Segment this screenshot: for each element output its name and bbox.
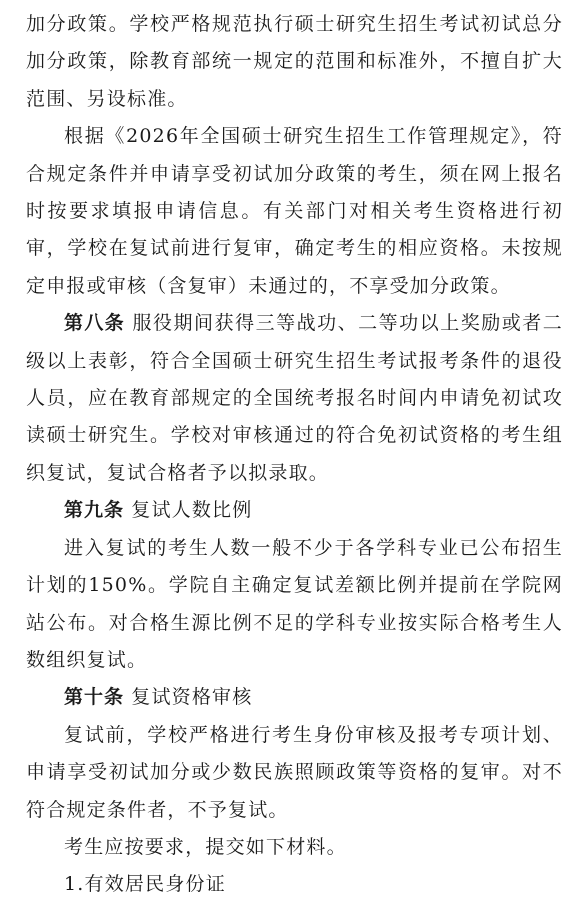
paragraph-retest-review [26, 717, 563, 829]
article-heading: 第九条 [64, 499, 125, 522]
paragraph-text: 考生应按要求，提交如下材料。 [64, 835, 347, 858]
paragraph-retest-ratio [26, 530, 563, 680]
paragraph-submit-materials [26, 829, 563, 866]
paragraph-text: 进入复试的考生人数一般不少于各学科专业已公布招生计划的150%。学院自主确定复试差额比例并提前在学院网站公布。对合格生源比例不足的学科专业按实际合格考生人数组织复试。 [26, 536, 563, 671]
paragraph-bonus-policy [26, 6, 563, 118]
article-heading: 第十条 [64, 686, 125, 709]
paragraph-text: 服役期间获得三等战功、二等功以上奖励或者二级以上表彰，符合全国硕士研究生招生考试报考条件的退役人员，应在教育部规定的全国统考报名时间内申请免初试攻读硕士研究生。学校对审核通过的符合免初试资格的考生组织复试，复试合格者予以拟录取。 [26, 312, 563, 484]
paragraph-text: 复试前，学校严格进行考生身份审核及报考专项计划、申请享受初试加分或少数民族照顾政策等资格的复审。对不符合规定条件者，不予复试。 [26, 723, 563, 821]
paragraph-text: 根据《2026年全国硕士研究生招生工作管理规定》，符合规定条件并申请享受初试加分政策的考生，须在网上报名时按要求填报申请信息。有关部门对相关考生资格进行初审，学校在复试前进行复审，确定考生的相应资格。未按规定申报或审核（含复审）未通过的，不享受加分政策。 [26, 125, 563, 297]
paragraph-text: 加分政策。学校严格规范执行硕士研究生招生考试初试总分加分政策，除教育部统一规定的范围和标准外，不擅自扩大范围、另设标准。 [26, 13, 563, 110]
paragraph-article-9 [26, 492, 563, 529]
paragraph-text: 复试资格审核 [124, 686, 253, 709]
article-heading: 第八条 [64, 312, 125, 335]
list-item-id-card [26, 866, 563, 903]
paragraph-bonus-application [26, 118, 563, 305]
paragraph-text: 1.有效居民身份证 [64, 873, 226, 896]
paragraph-article-10 [26, 679, 563, 716]
paragraph-text: 复试人数比例 [124, 499, 253, 522]
paragraph-article-8 [26, 305, 563, 492]
